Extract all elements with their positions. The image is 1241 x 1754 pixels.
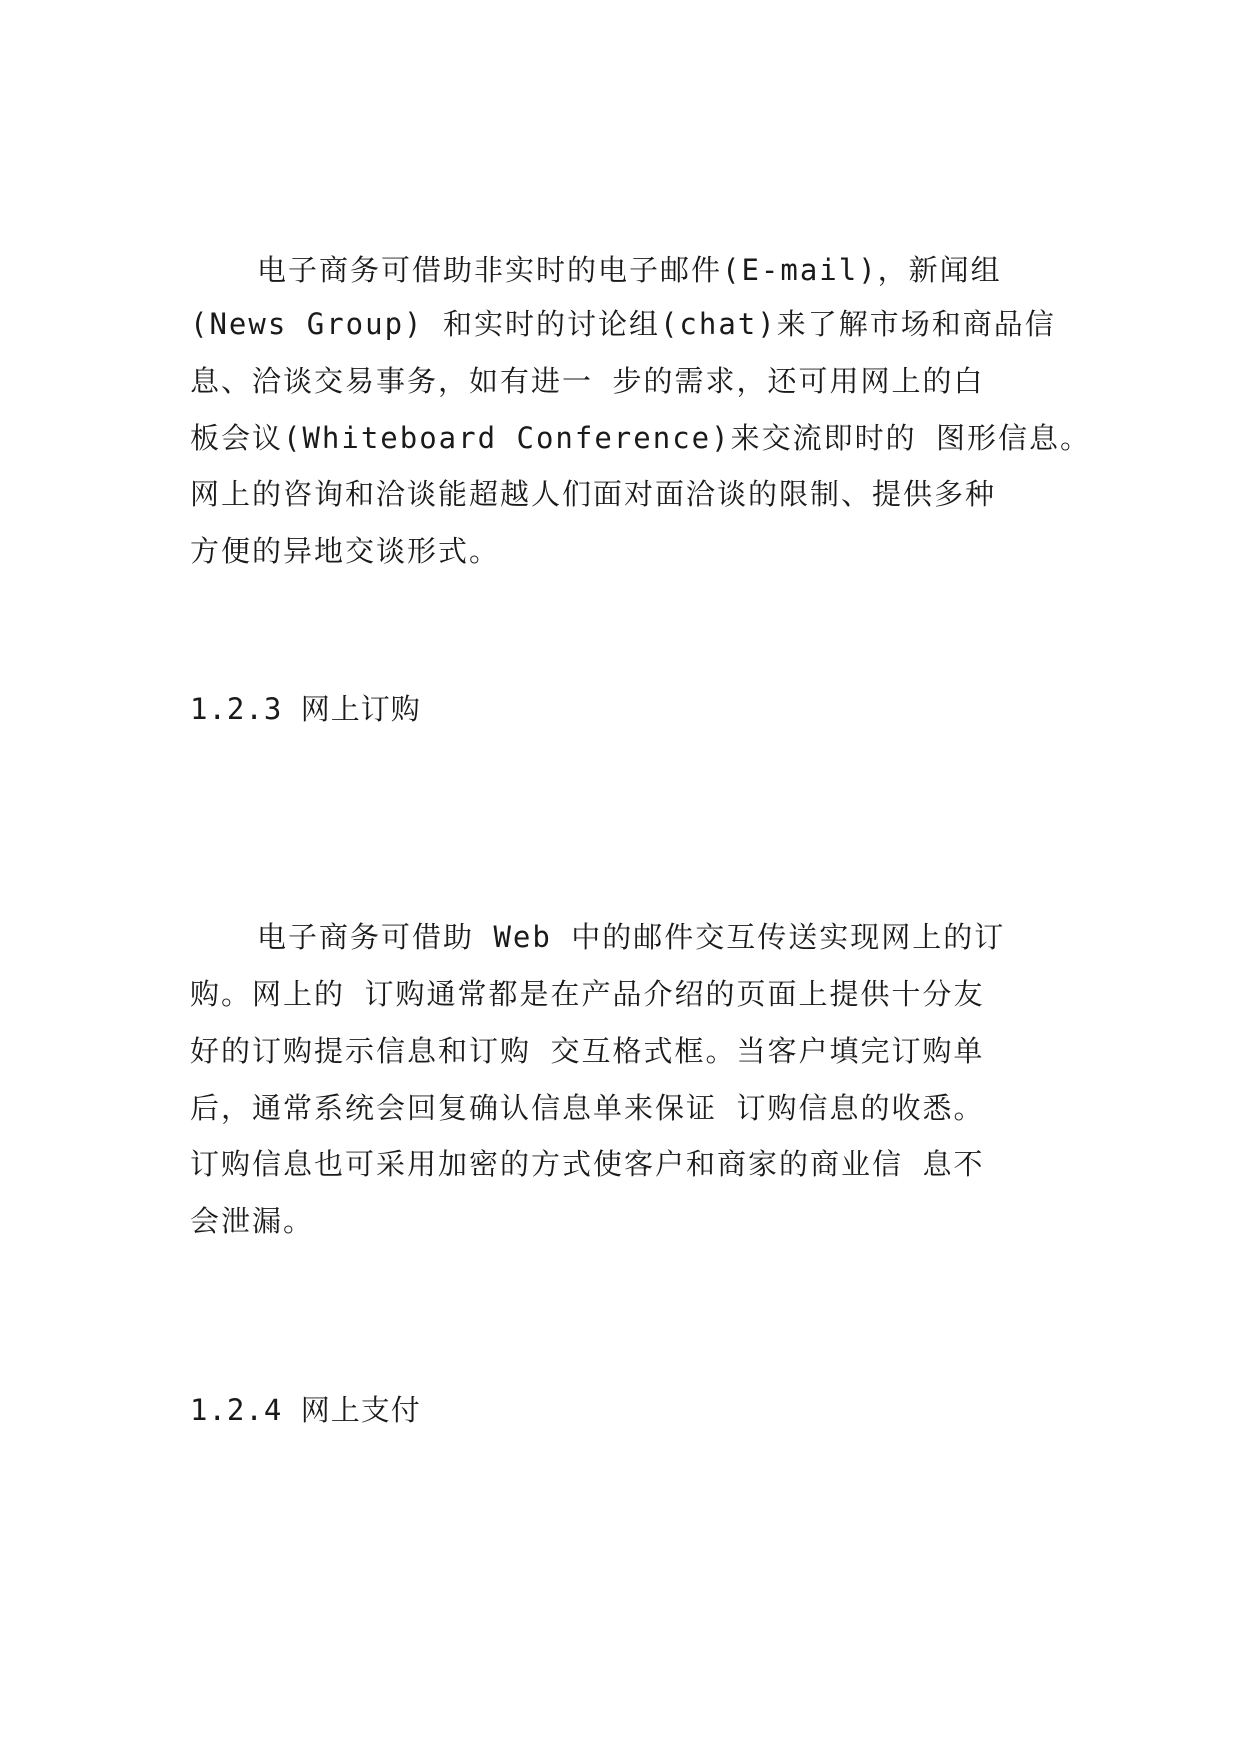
paragraph-2-line-1: 电子商务可借助 Web 中的邮件交互传送实现网上的订 <box>257 920 1006 954</box>
paragraph-2-line-4: 后，通常系统会回复确认信息单来保证 订购信息的收悉。 <box>190 1091 985 1125</box>
paragraph-2-line-2: 购。网上的 订购通常都是在产品介绍的页面上提供十分友 <box>190 977 985 1011</box>
section-heading-1-2-3: 1.2.3 网上订购 <box>190 692 421 726</box>
paragraph-1-line-1: 电子商务可借助非实时的电子邮件(E-mail)，新闻组 <box>257 253 1002 287</box>
paragraph-1-line-4: 板会议(Whiteboard Conference)来交流即时的 图形信息。 <box>190 421 1092 455</box>
section-heading-1-2-4: 1.2.4 网上支付 <box>190 1393 421 1427</box>
paragraph-1-line-6: 方便的异地交谈形式。 <box>190 534 501 568</box>
paragraph-1-line-2: (News Group) 和实时的讨论组(chat)来了解市场和商品信 <box>190 307 1056 341</box>
paragraph-2-line-5: 订购信息也可采用加密的方式使客户和商家的商业信 息不 <box>190 1147 985 1181</box>
paragraph-1-line-5: 网上的咨询和洽谈能超越人们面对面洽谈的限制、提供多种 <box>190 477 997 511</box>
paragraph-2-line-3: 好的订购提示信息和订购 交互格式框。当客户填完订购单 <box>190 1034 985 1068</box>
paragraph-2-line-6: 会泄漏。 <box>190 1204 315 1238</box>
paragraph-1-line-3: 息、洽谈交易事务，如有进一 步的需求，还可用网上的白 <box>190 364 985 398</box>
